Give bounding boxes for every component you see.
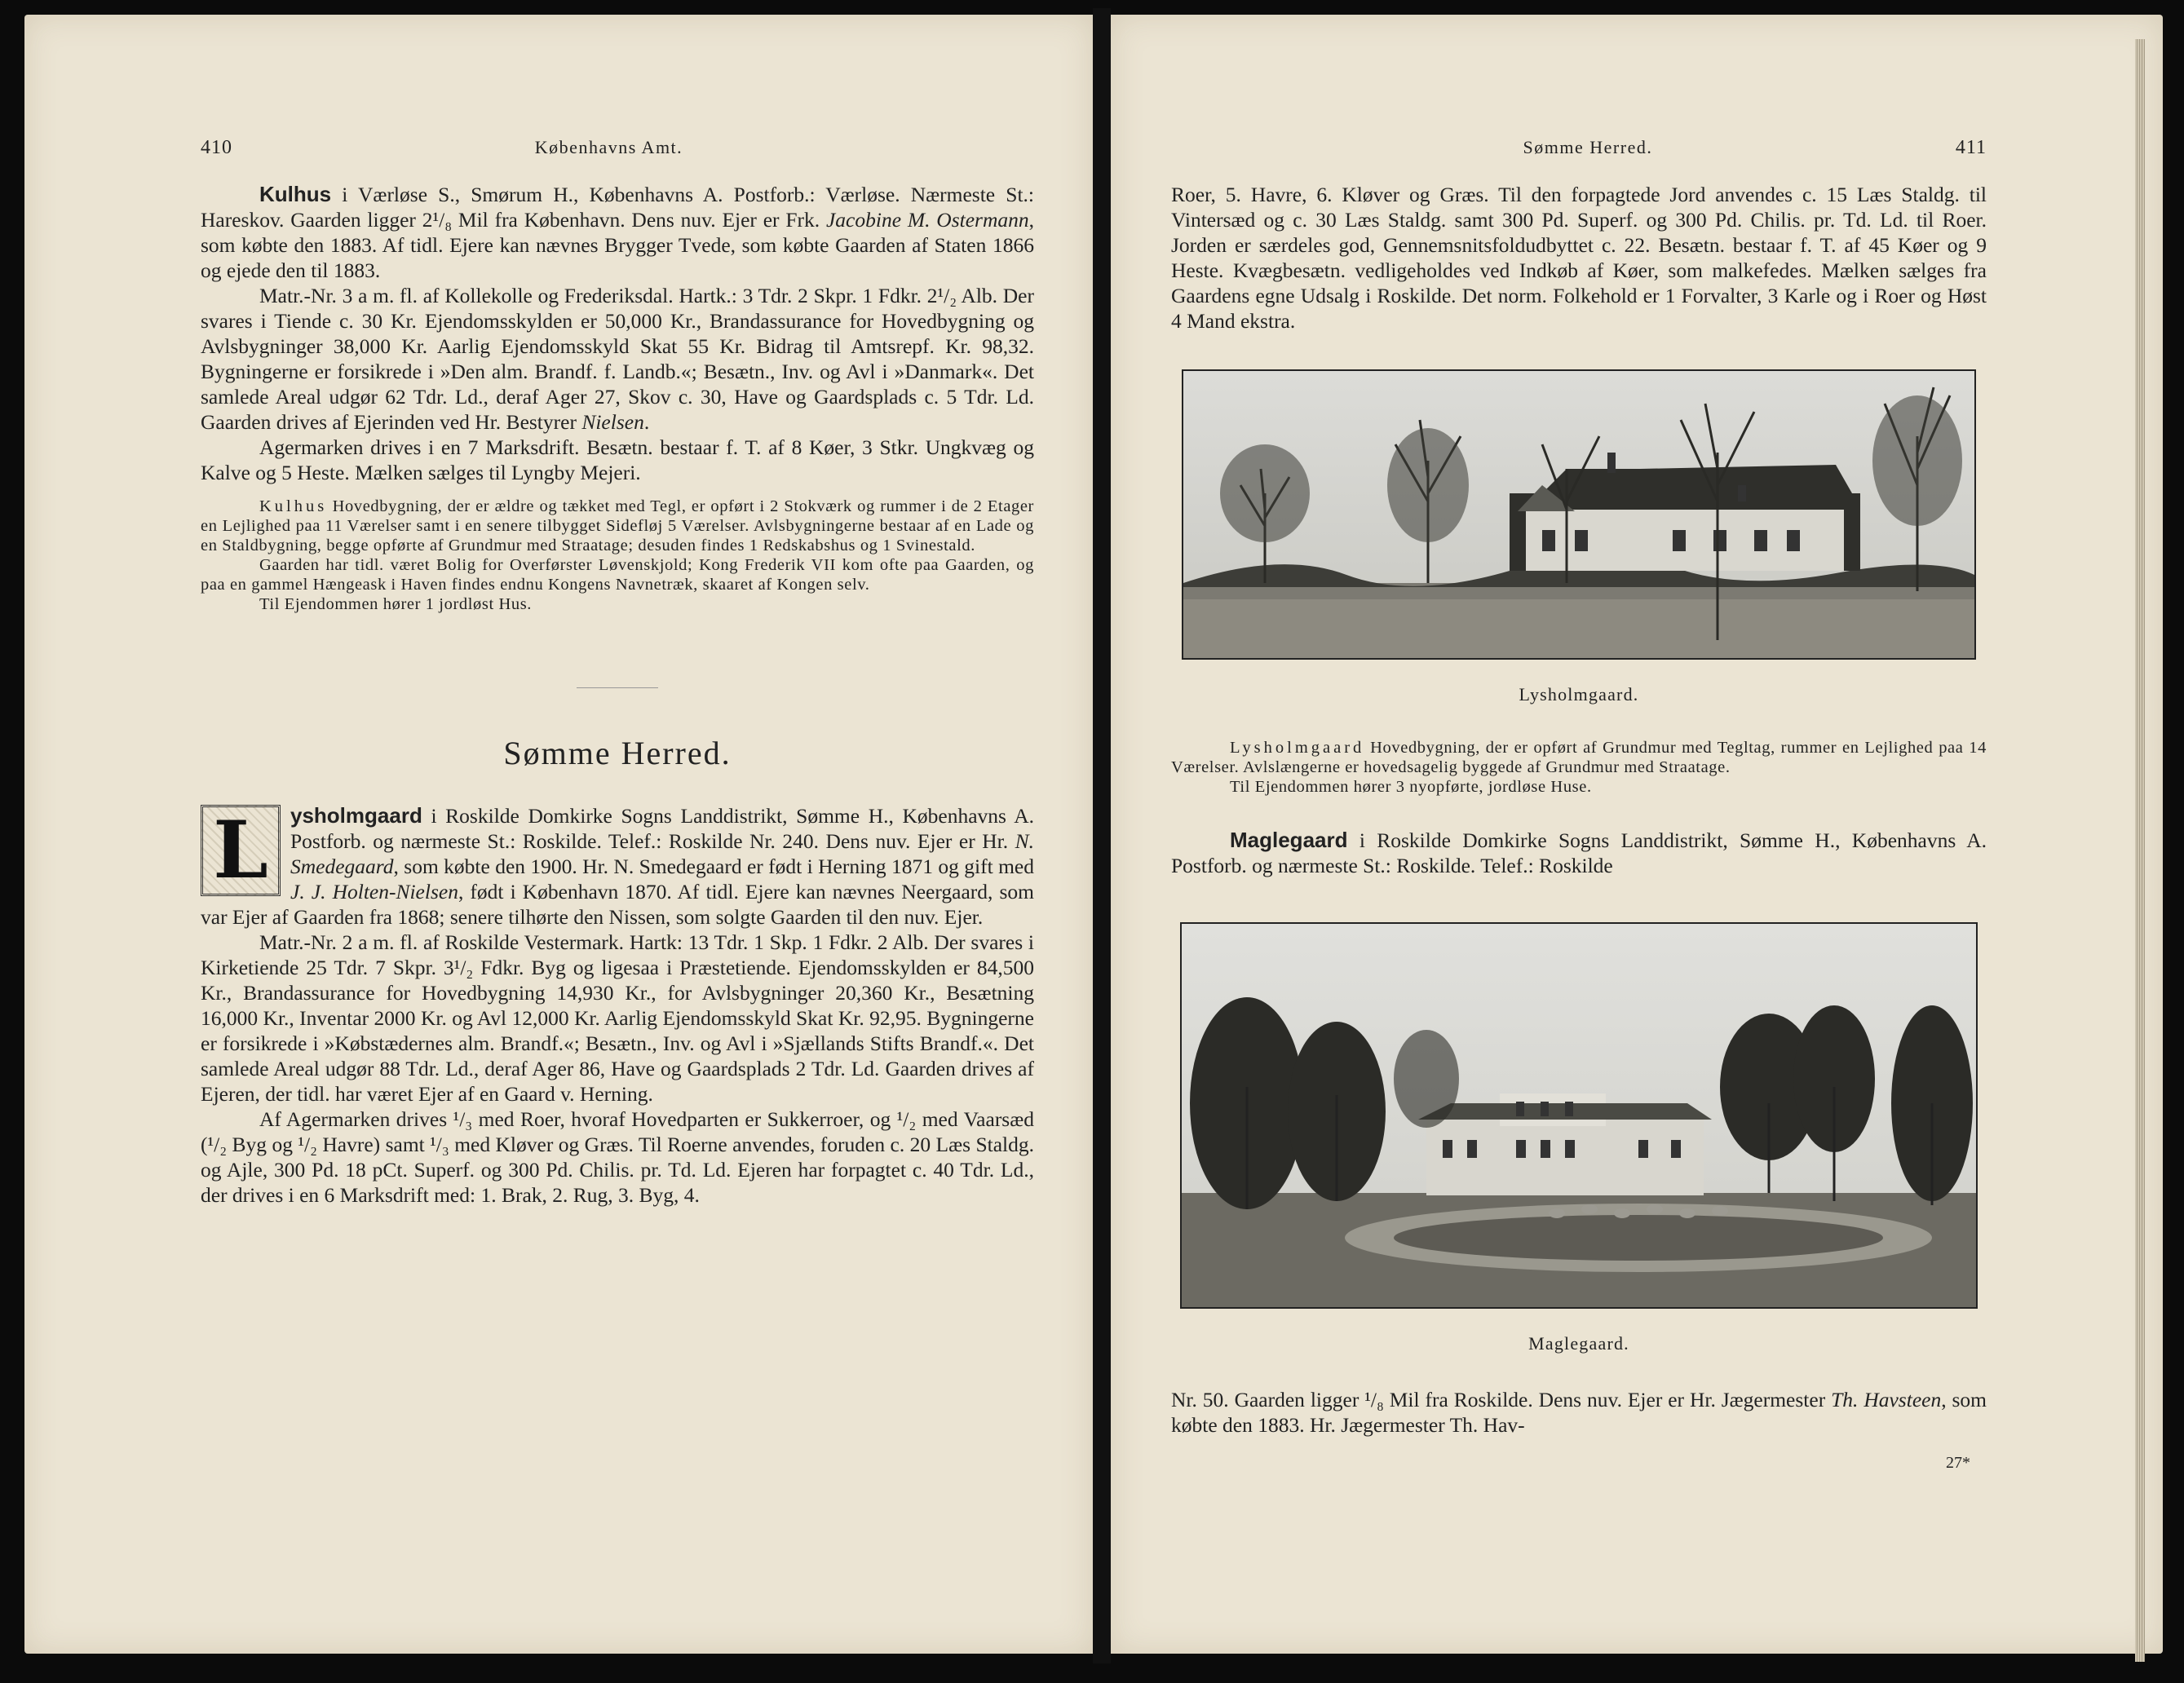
- right-page: [1111, 15, 2163, 1654]
- entry-heading: ysholmgaard: [290, 803, 422, 828]
- running-head-title: Københavns Amt.: [534, 137, 683, 157]
- maglegaard-photo: [1180, 922, 1978, 1309]
- kulhus-small-3: Til Ejendommen hører 1 jordløst Hus.: [259, 595, 533, 613]
- running-head-title: Sømme Herred.: [1523, 137, 1653, 157]
- lysholm-paragraph-2: Matr.-Nr. 2 a m. fl. af Roskilde Vestermark. Hartk: 13 Tdr. 1 Skp. 1 Fdkr. 2 Alb. Der svares i Kirketiende 25 Tdr. 7 Skpr. 3¹/₂ Fdkr. Byg og ligesaa i Præstetiende. Ejendomsskylden er 84,500 Kr., Brandassurance for Hovedbygning 14,930 Kr., for Avlsbygninger 20,360 Kr., Besætning 16,000 Kr., Inventar 2000 Kr. og Avl 12,000 Kr. Aarlig Ejendomsskyld Skat Kr. 92,95. Bygningerne er forsikrede i »Købstædernes alm. Brandf.«; Besætn., Inv. og Avl i »Sjællands Stifts Brandf.«. Det samlede Areal udgør 88 Tdr. Ld., deraf Ager 86, Have og Gaardsplads 2 Tdr. Ld. Gaarden drives af Ejeren, der tidl. har været Ejer af en Gaard v. Herning.: [201, 930, 1034, 1106]
- lysholm-small-1: Lysholmgaard Hovedbygning, der er opført af Grundmur med Tegltag, rummer en Lejlighed paa 14 Værelser. Avlslængerne er hovedsagelig byggede af Grundmur med Straatage.: [1171, 739, 1987, 776]
- photo-caption-lysholmgaard: Lysholmgaard.: [1519, 684, 1639, 705]
- kulhus-small-1: Kulhus Hovedbygning, der er ældre og tækket med Tegl, er opført i 2 Stokværk og rummer i de 2 Etager en Lejlighed paa 11 Værelser samt i en senere tilbygget Sidefløj 5 Værelser. Avlsbygningerne bestaar af en Lade og en Staldbygning, begge opførte af Grundmur med Straatage; desuden findes 1 Redskabshus og 1 Svinestald.: [201, 497, 1034, 554]
- ornamental-dropcap: L: [201, 805, 281, 896]
- kulhus-small-2: Gaarden har tidl. været Bolig for Overførster Løvenskjold; Kong Frederik VII kom ofte paa Gaarden, og paa en gammel Hængeask i Haven findes endnu Kongens Navnetræk, skaaret af Kongen selv.: [201, 556, 1034, 594]
- section-divider: [577, 687, 658, 688]
- lysholm-smallprint: [1171, 738, 1987, 797]
- kulhus-smallprint: [201, 497, 1034, 614]
- maglegaard-paragraph-1: Maglegaard i Roskilde Domkirke Sogns Landdistrikt, Sømme H., Københavns A. Postforb. og nærmeste St.: Roskilde. Telef.: Roskilde: [1171, 828, 1987, 877]
- right-page-content: [1171, 137, 1987, 1473]
- left-page: [24, 15, 1093, 1654]
- photo-caption-maglegaard: Maglegaard.: [1528, 1333, 1629, 1354]
- page-edge: [2135, 39, 2145, 1662]
- lysholm-entry: [201, 803, 1034, 1208]
- kulhus-paragraph-1: Kulhus i Værløse S., Smørum H., Københavns A. Postforb.: Værløse. Nærmeste St.: Hareskov. Gaarden ligger 2¹/₈ Mil fra København. Dens nuv. Ejer er Frk. Jacobine M. Ostermann, som købte den 1883. Af tidl. Ejere kan nævnes Brygger Tvede, som købte Gaarden af Staten 1866 og ejede den til 1883.: [201, 182, 1034, 282]
- continuation-paragraph: Roer, 5. Havre, 6. Kløver og Græs. Til den forpagtede Jord anvendes c. 15 Læs Staldg. til Vintersæd og c. 30 Læs Staldg. samt 300 Pd. Superf. og 300 Pd. Chilis. pr. Td. Ld. til Roer. Jorden er særdeles god, Gennemsnitsfoldudbyttet c. 22. Besætn. bestaar f. T. af 45 Køer og 9 Heste. Kvægbesætn. vedligeholdes ved Indkøb af Køer, som malkefedes. Mælken sælges fra Gaardens egne Udsalg i Roskilde. Det norm. Folkehold er 1 Forvalter, 3 Karle og i Roer og Høst 4 Mand ekstra.: [1171, 183, 1987, 333]
- section-title: Sømme Herred.: [503, 735, 732, 771]
- page-number: 410: [201, 137, 232, 158]
- book-gutter: [1093, 8, 1111, 1663]
- printer-signature: 27*: [1946, 1454, 1970, 1472]
- entry-heading: Kulhus: [259, 182, 332, 206]
- kulhus-paragraph-2: Matr.-Nr. 3 a m. fl. af Kollekolle og Frederiksdal. Hartk.: 3 Tdr. 2 Skpr. 1 Fdkr. 2¹/₂ Alb. Der svares i Tiende c. 30 Kr. Ejendomsskylden er 50,000 Kr., Brandassurance for Hovedbygning og Avlsbygninger 38,000 Kr. Aarlig Ejendomsskyld Skat 55 Kr. Bidrag til Amtsrepf. Kr. 98,32. Bygningerne er forsikrede i »Den alm. Brandf. f. Landb.«; Besætn., Inv. og Avl i »Danmark«. Det samlede Areal udgør 62 Tdr. Ld., deraf Ager 27, Skov c. 30, Have og Gaardsplads c. 5 Tdr. Ld. Gaarden drives af Ejerinden ved Hr. Bestyrer Nielsen.: [201, 284, 1034, 434]
- manor-photo-illustration: [1182, 924, 1976, 1307]
- left-page-content: [201, 137, 1034, 1208]
- kulhus-paragraph-3: Agermarken drives i en 7 Marksdrift. Besætn. bestaar f. T. af 8 Køer, 3 Stkr. Ungkvæg og Kalve og 5 Heste. Mælken sælges til Lyngby Mejeri.: [201, 435, 1034, 484]
- lysholm-paragraph-1: ysholmgaard i Roskilde Domkirke Sogns Landdistrikt, Sømme H., Københavns A. Postforb. og nærmeste St.: Roskilde. Telef.: Roskilde Nr. 240. Dens nuv. Ejer er Hr. N. Smedegaard, som købte den 1900. Hr. N. Smedegaard er født i Herning 1871 og gift med J. J. Holten-Nielsen, født i København 1870. Af tidl. Ejere kan nævnes Neergaard, som var Ejer af Gaarden fra 1868; senere tilhørte den Nissen, som solgte Gaarden til den nuv. Ejer.: [201, 803, 1034, 929]
- maglegaard-paragraph-2: Nr. 50. Gaarden ligger ¹/₈ Mil fra Roskilde. Dens nuv. Ejer er Hr. Jægermester Th. Havsteen, som købte den 1883. Hr. Jægermester Th. Hav-: [1171, 1388, 1987, 1437]
- right-running-head: [1171, 137, 1987, 159]
- lysholmgaard-photo: [1182, 369, 1976, 660]
- lysholm-paragraph-3: Af Agermarken drives ¹/₃ med Roer, hvoraf Hovedparten er Sukkerroer, og ¹/₂ med Vaarsæd (¹/₂ Byg og ¹/₂ Havre) samt ¹/₃ med Kløver og Græs. Til Roerne anvendes, foruden c. 20 Læs Staldg. og Ajle, 300 Pd. 18 pCt. Superf. og 300 Pd. Chilis. pr. Td. Ld. Ejeren har forpagtet c. 40 Tdr. Ld., der drives i en 6 Marksdrift med: 1. Brak, 2. Rug, 3. Byg, 4.: [201, 1107, 1034, 1207]
- page-number: 411: [1955, 137, 1987, 158]
- farmhouse-photo-illustration: [1183, 371, 1974, 658]
- lysholm-small-2: Til Ejendommen hører 3 nyopførte, jordløse Huse.: [1230, 778, 1592, 796]
- entry-heading: Maglegaard: [1230, 828, 1348, 852]
- left-running-head: [201, 137, 1034, 159]
